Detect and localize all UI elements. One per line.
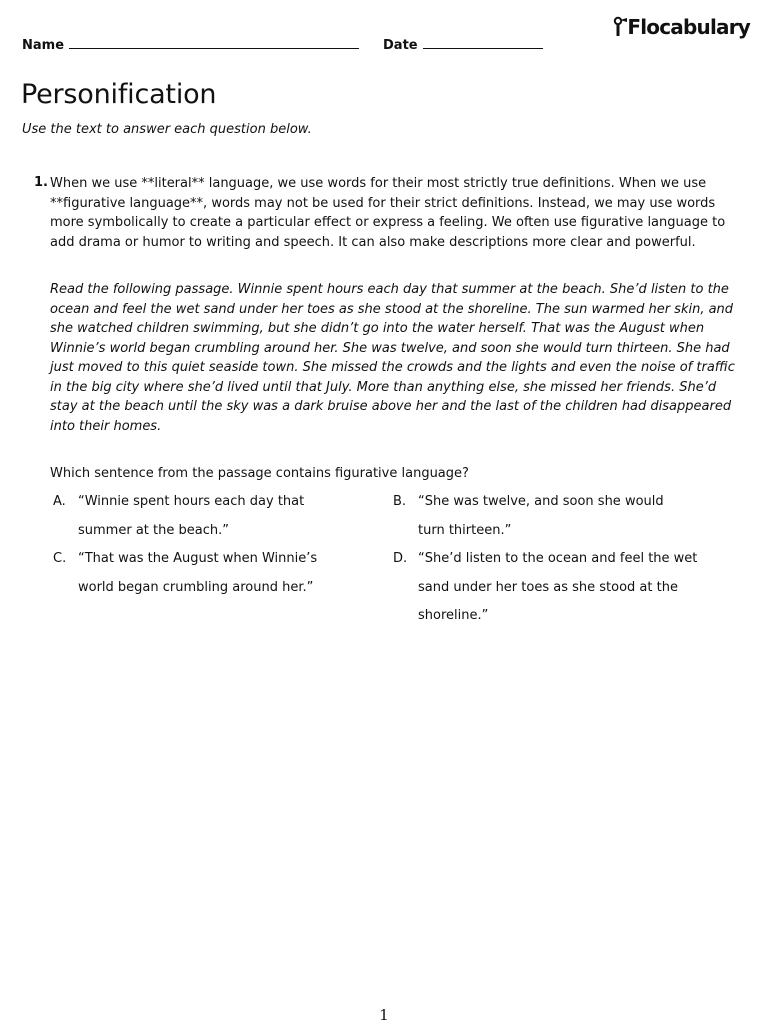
answer-option-a[interactable] (53, 488, 343, 545)
reading-passage: Read the following passage. Winnie spent hours each day that summer at the beach. She’d listen to the ocean and feel the wet sand under her toes as she stood at the shoreline. The sun warmed her skin, and she watched children swimming, but she didn’t go into the water herself. That was the August when Winnie’s world began crumbling around her. She was twelve, and soon she would turn thirteen. She had just moved to this quiet seaside town. She missed the crowds and the lights and even the noise of traffic in the big city where she’d lived until that July. More than anything else, she missed her friends. She’d stay at the beach until the sky was a dark bruise above her and the last of the children had disappeared into their homes. (50, 282, 735, 434)
name-date-row (22, 38, 543, 53)
option-letter: B. (393, 494, 407, 509)
option-text: “She was twelve, and soon she would turn thirteen.” (418, 494, 664, 538)
page-title: Personification (21, 79, 217, 110)
answer-option-b[interactable] (393, 488, 683, 545)
option-letter: A. (53, 494, 66, 509)
date-label: Date (383, 38, 418, 53)
question-number: 1. (34, 175, 48, 190)
option-text: “Winnie spent hours each day that summer at the beach.” (78, 494, 305, 538)
question-prompt: Which sentence from the passage contains figurative language? (50, 466, 469, 481)
instructions: Use the text to answer each question below. (22, 122, 312, 137)
brand-name: Flocabulary (627, 15, 750, 39)
name-field[interactable] (69, 47, 359, 49)
name-label: Name (22, 38, 65, 53)
date-field[interactable] (423, 47, 543, 49)
brand-logo (611, 16, 750, 38)
answer-option-c[interactable] (53, 545, 343, 602)
option-letter: D. (393, 551, 408, 566)
question-body: When we use **literal** language, we use words for their most strictly true definitions. When we use **figurative language**, words may not be used for their strict definitions. Instead, we may use words more symbolically to create a particular effect or express a feeling. We often use figurative language to add drama or humor to writing and speech. It can also make descriptions more clear and powerful. (50, 176, 726, 250)
option-text: “She’d listen to the ocean and feel the wet sand under her toes as she stood at the shoreline.” (418, 551, 698, 623)
answer-option-d[interactable] (393, 545, 703, 631)
option-letter: C. (53, 551, 67, 566)
option-text: “That was the August when Winnie’s world began crumbling around her.” (78, 551, 318, 595)
page-number: 1 (379, 1006, 389, 1024)
